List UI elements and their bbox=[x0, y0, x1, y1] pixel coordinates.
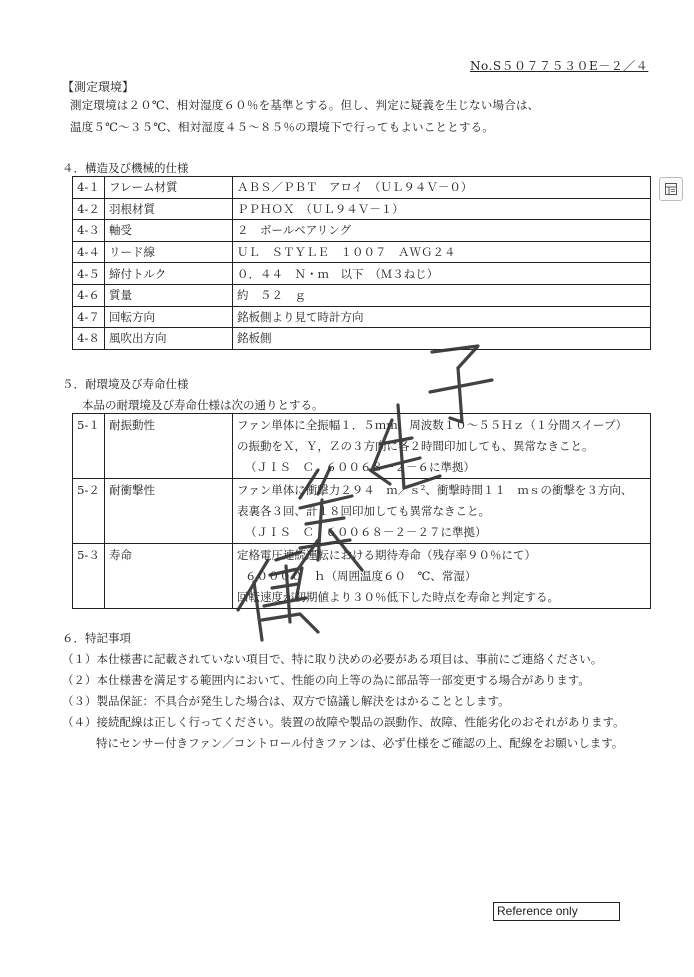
row-number: 4-５ bbox=[73, 263, 105, 285]
row-value-line: ６００００ ｈ（周囲温度６０ ℃、常湿） bbox=[245, 569, 477, 583]
row-value: ＵＬ ＳＴＹＬＥ １００７ ＡＷＧ２４ bbox=[233, 241, 651, 263]
section4-title: ４．構造及び機械的仕様 bbox=[62, 161, 189, 175]
row-item: 羽根材質 bbox=[105, 198, 233, 220]
table-row bbox=[73, 284, 651, 306]
section5-title: ５．耐環境及び寿命仕様 bbox=[62, 377, 189, 391]
table-row bbox=[73, 414, 651, 479]
row-number: 4-７ bbox=[73, 306, 105, 328]
row-value: ＰＰＨＯＸ （ＵＬ９４Ｖ－１） bbox=[233, 198, 651, 220]
row-value: ＡＢＳ／ＰＢＴ アロイ （ＵＬ９４Ｖ－０） bbox=[233, 177, 651, 199]
environment-heading: 【測定環境】 bbox=[62, 80, 135, 94]
table-row bbox=[73, 220, 651, 242]
row-item: 耐振動性 bbox=[105, 414, 233, 479]
notice-item-3: （３）製品保証：不具合が発生した場合は、双方で協議し解決をはかることとします。 bbox=[62, 694, 510, 708]
row-number: 4-２ bbox=[73, 198, 105, 220]
structure-spec-table bbox=[72, 176, 651, 350]
row-number: 4-４ bbox=[73, 241, 105, 263]
row-value: 銘板側より見て時計方向 bbox=[233, 306, 651, 328]
section6-title: ６．特記事項 bbox=[62, 631, 131, 645]
row-value-line: （ＪＩＳ Ｃ ６００６８－２－２７に準拠） bbox=[245, 525, 487, 539]
row-value bbox=[233, 479, 651, 544]
reference-only-box: Reference only bbox=[493, 902, 620, 921]
row-value: ２ ボールベアリング bbox=[233, 220, 651, 242]
table-row bbox=[73, 328, 651, 350]
row-item: 締付トルク bbox=[105, 263, 233, 285]
row-value-line: 回転速度が初期値より３０％低下した時点を寿命と判定する。 bbox=[237, 590, 559, 604]
row-item: 寿命 bbox=[105, 544, 233, 609]
row-item: 回転方向 bbox=[105, 306, 233, 328]
notice-item-4-continuation: 特にセンサー付きファン／コントロール付きファンは、必ず仕様をご確認の上、配線をお願いします。 bbox=[96, 736, 624, 750]
table-row bbox=[73, 241, 651, 263]
notice-item-2: （２）本仕様書を満足する範囲内において、性能の向上等の為に部品等一部変更する場合があります。 bbox=[62, 673, 590, 687]
row-item: 風吹出方向 bbox=[105, 328, 233, 350]
row-value-line: ファン単体に全振幅１．５ｍｍ、周波数１０～５５Ｈｚ（１分間スイープ） bbox=[237, 418, 628, 432]
row-value-line: の振動をＸ，Ｙ，Ｚの３方向に各２時間印加しても、異常なきこと。 bbox=[237, 439, 594, 453]
row-value-line: （ＪＩＳ Ｃ ６００６８－２－６に準拠） bbox=[245, 460, 475, 474]
environment-line-2: 温度５℃～３５℃、相対湿度４５～８５％の環境下で行ってもよいこととする。 bbox=[70, 120, 494, 134]
section5-intro: 本品の耐環境及び寿命仕様は次の通りとする。 bbox=[82, 398, 324, 412]
row-value-line: 表裏各３回、計１８回印加しても異常なきこと。 bbox=[237, 504, 490, 518]
table-row bbox=[73, 479, 651, 544]
page-layout-icon[interactable] bbox=[659, 177, 683, 201]
table-row bbox=[73, 177, 651, 199]
row-value: ０．４４ Ｎ・ｍ 以下 （Ｍ３ねじ） bbox=[233, 263, 651, 285]
row-item: フレーム材質 bbox=[105, 177, 233, 199]
row-item: リード線 bbox=[105, 241, 233, 263]
row-number: 5-２ bbox=[73, 479, 105, 544]
row-value: 約 ５２ ｇ bbox=[233, 284, 651, 306]
row-number: 4-６ bbox=[73, 284, 105, 306]
row-number: 4-３ bbox=[73, 220, 105, 242]
row-value: 銘板側 bbox=[233, 328, 651, 350]
table-row bbox=[73, 198, 651, 220]
row-number: 5-１ bbox=[73, 414, 105, 479]
row-item: 耐衝撃性 bbox=[105, 479, 233, 544]
row-value-line: ファン単体に衝撃力２９４ ｍ／ｓ²、衝撃時間１１ ｍｓの衝撃を３方向、 bbox=[237, 483, 633, 497]
table-row bbox=[73, 544, 651, 609]
row-number: 4-８ bbox=[73, 328, 105, 350]
row-item: 質量 bbox=[105, 284, 233, 306]
row-number: 4-１ bbox=[73, 177, 105, 199]
notice-item-1: （１）本仕様書に記載されていない項目で、特に取り決めの必要がある項目は、事前にご連絡ください。 bbox=[62, 652, 603, 666]
row-value bbox=[233, 544, 651, 609]
document-number: No.S５０７７５３０E－２／４ bbox=[470, 59, 649, 73]
row-number: 5-３ bbox=[73, 544, 105, 609]
row-value-line: 定格電圧連続運転における期待寿命（残存率９０％にて） bbox=[237, 548, 536, 562]
environment-life-spec-table bbox=[72, 413, 651, 609]
environment-line-1: 測定環境は２０℃、相対湿度６０％を基準とする。但し、判定に疑義を生じない場合は、 bbox=[70, 98, 540, 112]
notice-item-4: （４）接続配線は正しく行ってください。装置の故障や製品の誤動作、故障、性能劣化のおそれがあります。 bbox=[62, 715, 625, 729]
row-value bbox=[233, 414, 651, 479]
table-row bbox=[73, 306, 651, 328]
table-row bbox=[73, 263, 651, 285]
row-item: 軸受 bbox=[105, 220, 233, 242]
